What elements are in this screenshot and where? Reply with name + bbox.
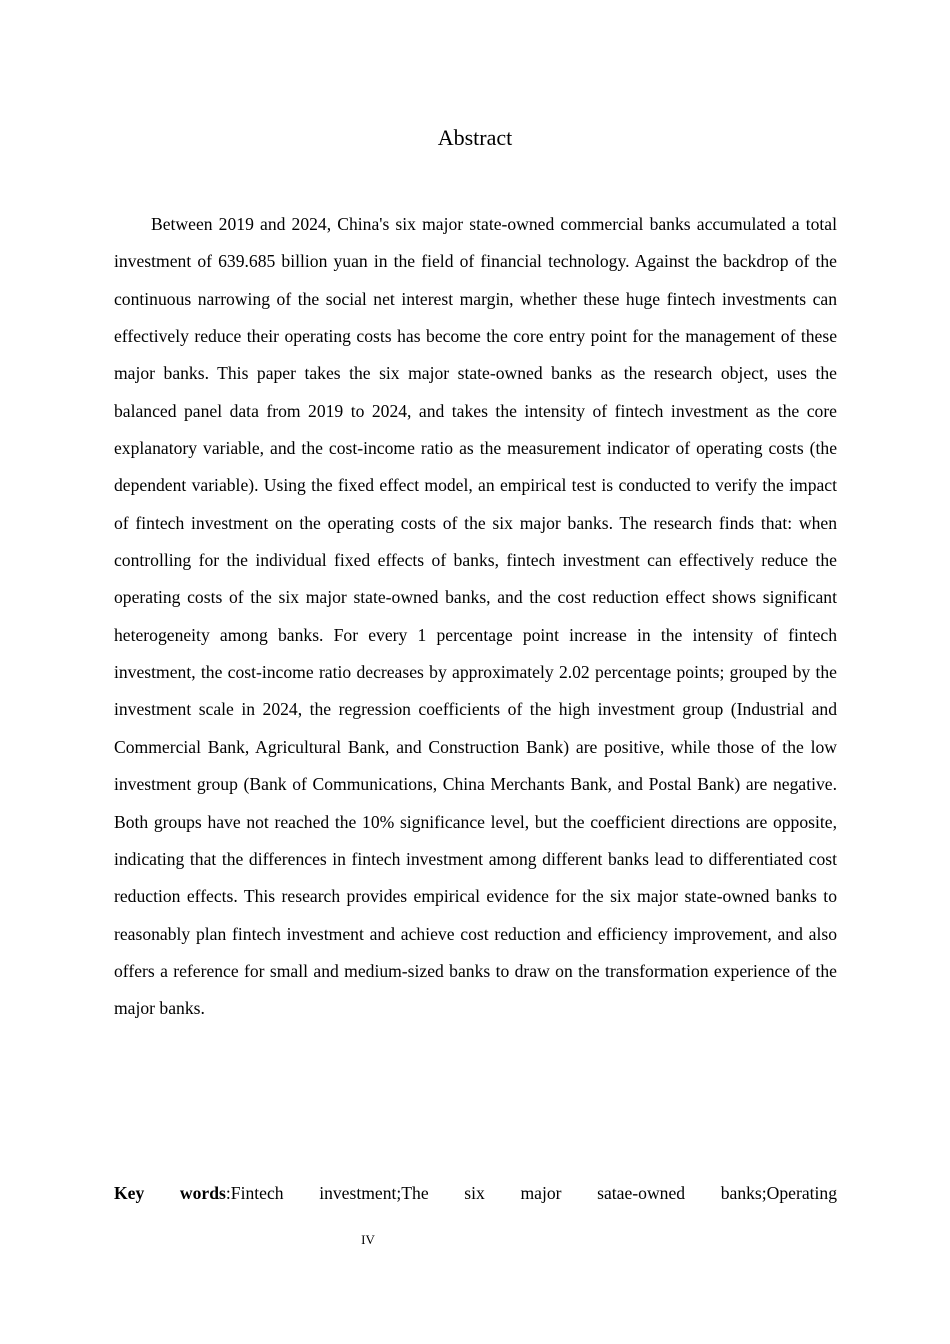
abstract-body: Between 2019 and 2024, China's six major state-owned commercial banks accumulated a total investment of 639.685 billion yuan in the field of financial technology. Against the backdrop of the continuous narrowing of the social net interest margin, whether these huge fintech investments can effectively reduce their operating costs has become the core entry point for the management of these major banks. This paper takes the six major state-owned banks as the research object, uses the balanced panel data from 2019 to 2024, and takes the intensity of fintech investment as the core explanatory variable, and the cost-income ratio as the measurement indicator of operating costs (the dependent variable). Using the fixed effect model, an empirical test is conducted to verify the impact of fintech investment on the operating costs of the six major banks. The research finds that: when controlling for the individual fixed effects of banks, fintech investment can effectively reduce the operating costs of the six major state-owned banks, and the cost reduction effect shows significant heterogeneity among banks. For every 1 percentage point increase in the intensity of fintech investment, the cost-income ratio decreases by approximately 2.02 percentage points; grouped by the investment scale in 2024, the regression coefficients of the high investment group (Industrial and Commercial Bank, Agricultural Bank, and Construction Bank) are positive, while those of the low investment group (Bank of Communications, China Merchants Bank, and Postal Bank) are negative. Both groups have not reached the 10% significance level, but the coefficient directions are opposite, indicating that the differences in fintech investment among different banks lead to differentiated cost reduction effects. This research provides empirical evidence for the six major state-owned banks to reasonably plan fintech investment and achieve cost reduction and efficiency improvement, and also offers a reference for small and medium-sized banks to draw on the transformation experience of the major banks.: [114, 214, 837, 1019]
keywords-label: Key words: [114, 1183, 226, 1203]
abstract-title: Abstract: [437, 125, 513, 150]
keywords-line: [114, 1175, 837, 1212]
keywords-text: :Fintech investment;The six major satae-owned banks;Operating: [225, 1183, 837, 1203]
page-number: IV: [361, 1232, 375, 1247]
